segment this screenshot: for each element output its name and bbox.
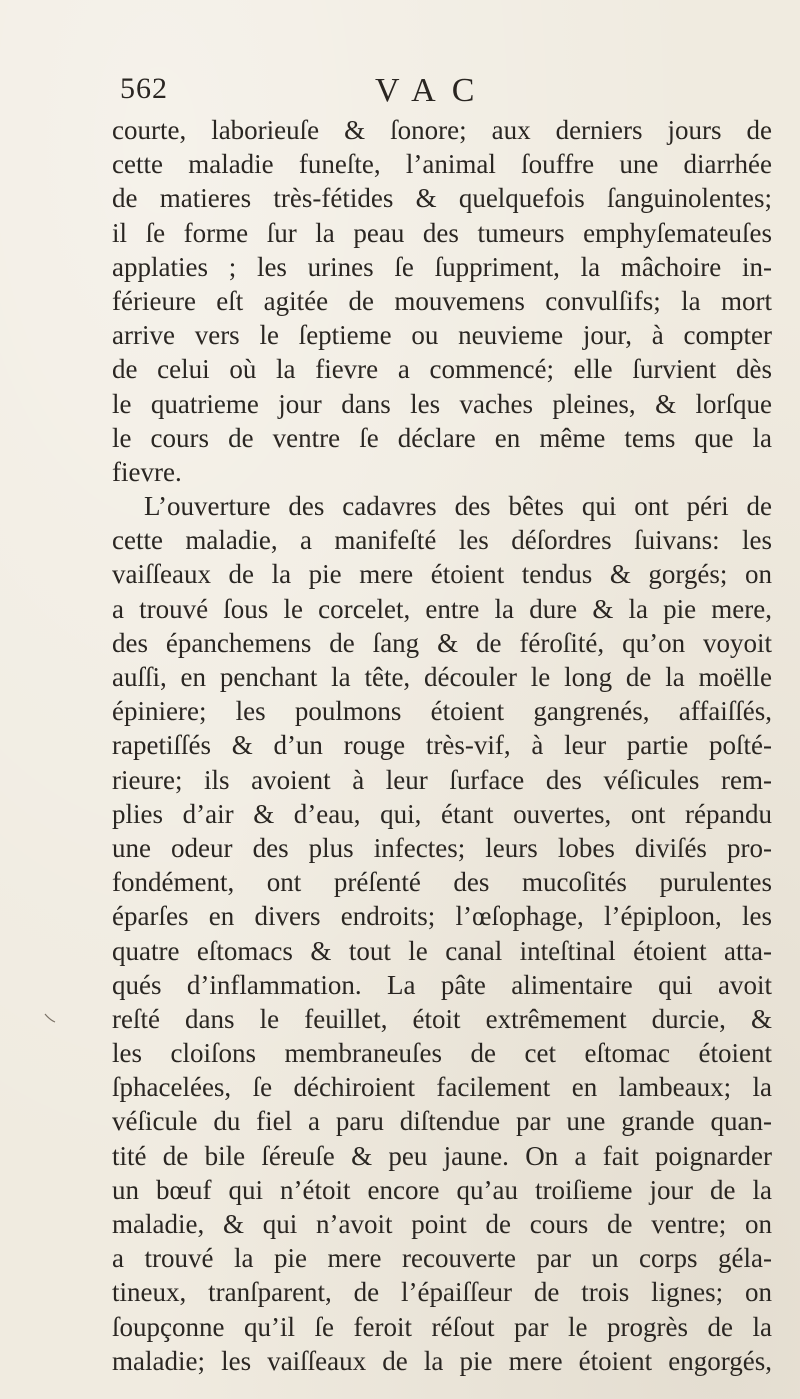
- text-line: ſoupçonne qu’il ſe feroit réſout par le progrès de la: [112, 1311, 772, 1342]
- text-line: a trouvé la pie mere recouverte par un corps géla-: [112, 1243, 772, 1274]
- text-line: férieure eſt agitée de mouvemens convulſifs; la mort: [112, 285, 772, 316]
- text-line: maladie, & qui n’avoit point de cours de ventre; on: [112, 1209, 772, 1239]
- margin-ink-mark: [42, 1010, 58, 1026]
- text-line: quatre eſtomacs & tout le canal inteſtinal étoient atta-: [112, 935, 772, 966]
- text-line: le quatrieme jour dans les vaches pleines, & lorſque: [112, 388, 772, 419]
- text-line: courte, laborieuſe & ſonore; aux derniers jours de: [112, 115, 772, 145]
- text-line: les cloiſons membraneuſes de cet eſtomac étoient: [112, 1038, 772, 1069]
- paragraph-end-line: fievre.: [112, 456, 182, 487]
- text-line: rieure; ils avoient à leur ſurface des véſicules rem-: [112, 764, 772, 795]
- text-line: plies d’air & d’eau, qui, étant ouvertes, ont répandu: [112, 798, 772, 829]
- page-number: 562: [120, 72, 168, 105]
- text-line: a trouvé ſous le corcelet, entre la dure & la pie mere,: [112, 593, 772, 624]
- text-line: maladie; les vaiſſeaux de la pie mere étoient engorgés,: [112, 1345, 772, 1376]
- page-header: [120, 72, 770, 116]
- text-line: éparſes en divers endroits; l’œſophage, l’épiploon, les: [112, 901, 772, 932]
- running-head: VAC: [375, 72, 491, 109]
- text-line: de matieres très-fétides & quelquefois ſanguinolentes;: [112, 183, 772, 214]
- text-line: arrive vers le ſeptieme ou neuvieme jour, à compter: [112, 320, 772, 351]
- text-line: il ſe forme ſur la peau des tumeurs emphyſemateuſes: [112, 217, 772, 248]
- text-line: cette maladie funeſte, l’animal ſouffre une diarrhée: [112, 149, 772, 180]
- paragraph-first-line: L’ouverture des cadavres des bêtes qui ont péri de: [144, 491, 772, 522]
- text-line: vaiſſeaux de la pie mere étoient tendus & gorgés; on: [112, 559, 772, 590]
- text-line: cette maladie, a manifeſté les déſordres ſuivans: les: [112, 525, 772, 556]
- text-line: une odeur des plus infectes; leurs lobes diviſés pro-: [112, 832, 772, 863]
- text-line: des épanchemens de ſang & de féroſité, qu’on voyoit: [112, 627, 772, 658]
- text-line: de celui où la fievre a commencé; elle ſurvient dès: [112, 354, 772, 385]
- text-line: rapetiſſés & d’un rouge très-vif, à leur partie poſté-: [112, 730, 772, 761]
- text-line: tineux, tranſparent, de l’épaiſſeur de trois lignes; on: [112, 1277, 772, 1308]
- text-line: tité de bile ſéreuſe & peu jaune. On a fait poignarder: [112, 1140, 772, 1171]
- text-line: ſphacelées, ſe déchiroient facilement en lambeaux; la: [112, 1072, 772, 1103]
- text-line: applaties ; les urines ſe ſuppriment, la mâchoire in-: [112, 251, 772, 282]
- text-line: auſſi, en penchant la tête, découler le long de la moëlle: [112, 662, 772, 692]
- body-text: [112, 113, 772, 1378]
- text-line: fondément, ont préſenté des mucoſités purulentes: [112, 867, 772, 898]
- text-line: épiniere; les poulmons étoient gangrenés, affaiſſés,: [112, 696, 772, 727]
- text-line: reſté dans le feuillet, étoit extrêmement durcie, &: [112, 1003, 772, 1034]
- text-line: véſicule du fiel a paru diſtendue par une grande quan-: [112, 1106, 772, 1137]
- text-line: le cours de ventre ſe déclare en même tems que la: [112, 422, 772, 453]
- text-line: qués d’inflammation. La pâte alimentaire qui avoit: [112, 969, 772, 1000]
- text-line: un bœuf qui n’étoit encore qu’au troiſieme jour de la: [112, 1174, 772, 1205]
